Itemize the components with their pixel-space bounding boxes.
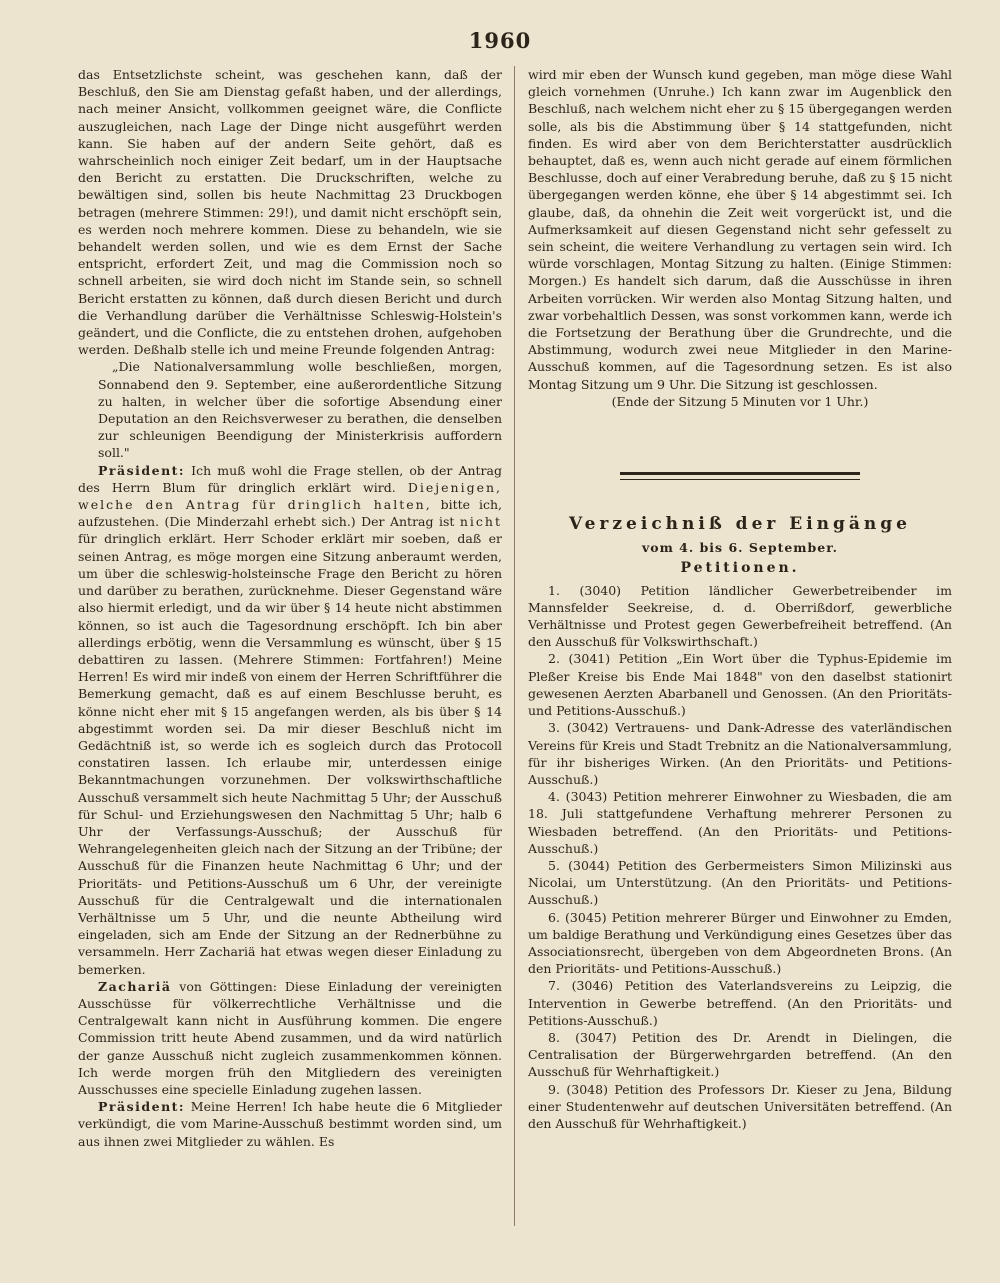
- paragraph: wird mir eben der Wunsch kund gegeben, man möge diese Wahl gleich vornehmen (Unruhe.) Ich kann zwar im Augenblick den Beschluß, nach welchem nicht eher zu § 15 übergegangen werden solle, als bis die Abstimmung über § 14 stattgefunden, nicht finden. Es wird aber von dem Berichterstatter ausdrücklich behauptet, daß es, wenn auch nicht gerade auf einem förmlichen Beschlusse, doch auf einer Verabredung beruhe, daß zu § 15 nicht übergegangen werden könne, ehe über § 14 abgestimmt sei. Ich glaube, daß, da ohnehin die Zeit weit vorgerückt ist, und die Aufmerksamkeit auf diesen Gegenstand nicht sehr gefesselt zu sein scheint, die weitere Verhandlung zu vertagen sein wird. Ich würde vorschlagen, Montag Sitzung zu halten. (Einige Stimmen: Morgen.) Es handelt sich darum, daß die Ausschüsse in ihren Arbeiten vorrücken. Wir werden also Montag Sitzung halten, und zwar vorbehaltlich Dessen, was sonst vorkommen kann, werde ich die Fortsetzung der Berathung über die Grundrechte, und die Abstimmung, wodurch zwei neue Mitglieder in den Marine-Ausschuß kommen, auf die Tagesordnung setzen. Es ist also Montag Sitzung um 9 Uhr. Die Sitzung ist geschlossen.: [528, 67, 952, 392]
- petition-entry: 1. (3040) Petition ländlicher Gewerbetreibender im Mannsfelder Seekreise, d. d. Oberrißdorf, gewerbliche Verhältnisse und Protest gegen Gewerbefreiheit betreffend. (An den Ausschuß für Volkswirthschaft.): [528, 582, 952, 650]
- petition-entry: 5. (3044) Petition des Gerbermeisters Simon Milizinski aus Nicolai, um Unterstützung. (An den Prioritäts- und Petitions-Ausschuß.): [528, 857, 952, 908]
- section-divider: [620, 472, 860, 480]
- paragraph: das Entsetzlichste scheint, was geschehen kann, daß der Beschluß, den Sie am Dienstag gefaßt haben, und der allerdings, nach meiner Ansicht, vollkommen geeignet wäre, die Conflicte auszugleichen, nach Lage der Dinge nicht ausgeführt werden kann. Sie haben auf der andern Seite gehört, daß es wahrscheinlich noch einiger Zeit bedarf, um in der Hauptsache den Bericht zu erstatten. Die Druckschriften, welche zu bewältigen sind, sollen bis heute Nachmittag 23 Druckbogen betragen (mehrere Stimmen: 29!), und damit nicht erschöpft sein, es werden noch mehrere kommen. Diese zu behandeln, wie sie behandelt werden sollen, und wie es dem Ernst der Sache entspricht, erfordert Zeit, und mag die Commission noch so schnell arbeiten, sie wird doch nicht im Stande sein, so schnell Bericht erstatten zu können, daß durch diesen Bericht und durch die Verhandlung darüber die Verhältnisse Schleswig-Holstein's geändert, und die Conflicte, die zu entstehen drohen, aufgehoben werden. Deßhalb stelle ich und meine Freunde folgenden Antrag:: [78, 67, 502, 358]
- paragraph: Zachariä von Göttingen: Diese Einladung der vereinigten Ausschüsse für völkerrechtliche Verhältnisse und die Centralgewalt kann nicht in Ausführung kommen. Die engere Commission tritt heute Abend zusammen, und da wird natürlich der ganze Ausschuß nicht zugleich zusammenkommen können. Ich werde morgen früh den Mitgliedern des vereinigten Ausschusses eine specielle Einladung zugehen lassen.: [78, 978, 502, 1097]
- right-column: [528, 66, 952, 1266]
- column-divider: [514, 66, 515, 1226]
- petition-entry: 3. (3042) Vertrauens- und Dank-Adresse des vaterländischen Vereins für Kreis und Stadt Trebnitz an die Nationalversammlung, für ihr bisheriges Wirken. (An den Prioritäts- und Petitions-Ausschuß.): [528, 720, 952, 787]
- speaker-name: Zachariä: [98, 978, 172, 994]
- page-number: 1960: [468, 28, 532, 53]
- speaker-name: Präsident:: [98, 1099, 186, 1115]
- petition-entry: 8. (3047) Petition des Dr. Arendt in Dielingen, die Centralisation der Bürgerwehrgarden betreffend. (An den Ausschuß für Wehrhaftigkeit.): [528, 1029, 952, 1080]
- petitions-heading: Petitionen.: [680, 560, 800, 577]
- section-subheading: vom 4. bis 6. September.: [641, 540, 838, 556]
- petition-entry: 9. (3048) Petition des Professors Dr. Kieser zu Jena, Bildung einer Studentenwehr auf deutschen Universitäten betreffend. (An den Ausschuß für Wehrhaftigkeit.): [528, 1081, 952, 1131]
- section-heading: Verzeichniß der Eingänge: [568, 514, 911, 535]
- speaker-name: Präsident:: [98, 462, 186, 478]
- petition-entry: 2. (3041) Petition „Ein Wort über die Typhus-Epidemie im Pleßer Kreise bis Ende Mai 1848" von den daselbst stationirt gewesenen Aerzten Abarbanell und Genossen. (An den Prioritäts- und Petitions-Ausschuß.): [528, 651, 952, 719]
- petition-entry: 7. (3046) Petition des Vaterlandsvereins zu Leipzig, die Intervention in Gewerbe betreffend. (An den Prioritäts- und Petitions-Ausschuß.): [528, 978, 952, 1028]
- paragraph: Präsident: Meine Herren! Ich habe heute die 6 Mitglieder verkündigt, die vom Marine-Ausschuß bestimmt worden sind, um aus ihnen zwei Mitglieder zu wählen. Es: [78, 1099, 502, 1149]
- session-end-note: (Ende der Sitzung 5 Minuten vor 1 Uhr.): [611, 393, 869, 409]
- motion-quote: „Die Nationalversammlung wolle beschließen, morgen, Sonnabend den 9. September, eine außerordentliche Sitzung zu halten, in welcher über die sofortige Absendung einer Deputation an den Reichsverweser zu berathen, die denselben zur schleunigen Beendigung der Ministerkrisis auffordern soll.": [98, 359, 502, 461]
- left-column: [78, 66, 502, 1266]
- petition-entry: 4. (3043) Petition mehrerer Einwohner zu Wiesbaden, die am 18. Juli stattgefundene Verhaftung mehrerer Personen zu Wiesbaden betreffend. (An den Prioritäts- und Petitions-Ausschuß.): [528, 789, 952, 856]
- petition-entry: 6. (3045) Petition mehrerer Bürger und Einwohner zu Emden, um baldige Berathung und Verkündigung eines Gesetzes über das Associationsrecht, übergeben von dem Abgeordneten Brons. (An den Prioritäts- und Petitions-Ausschuß.): [528, 909, 952, 977]
- paragraph: Präsident: Ich muß wohl die Frage stellen, ob der Antrag des Herrn Blum für dringlich erklärt wird. Diejenigen, welche den Antrag für dringlich halten, bitte ich, aufzustehen. (Die Minderzahl erhebt sich.) Der Antrag ist nicht für dringlich erklärt. Herr Schoder erklärt mir soeben, daß er seinen Antrag, es möge morgen eine Sitzung anberaumt werden, um über die schleswig-holsteinsche Frage den Bericht zu hören und darüber zu berathen, zurücknehme. Dieser Gegenstand wäre also hiermit erledigt, und da wir über § 14 heute nicht abstimmen können, so ist auch die Tagesordnung erschöpft. Ich bin aber allerdings erbötig, wenn die Versammlung es wünscht, über § 15 debattiren zu lassen. (Mehrere Stimmen: Fortfahren!) Meine Herren! Es wird mir indeß von einem der Herren Schriftführer die Bemerkung gemacht, daß es auf einem Beschlusse beruht, es könne nicht eher mit § 15 angefangen werden, als bis über § 14 abgestimmt worden sei. Da mir dieser Beschluß nicht im Gedächtniß ist, so werde ich es sogleich durch das Protocoll constatiren lassen. Ich erlaube mir, unterdessen einige Bekanntmachungen vorzunehmen. Der volkswirthschaftliche Ausschuß versammelt sich heute Nachmittag 5 Uhr; der Ausschuß für Schul- und Erziehungswesen den Nachmittag 5 Uhr; halb 6 Uhr der Verfassungs-Ausschuß; der Ausschuß für Wehrangelegenheiten gleich nach der Sitzung an der Tribüne; der Ausschuß für die Finanzen heute Nachmittag 6 Uhr; und der Prioritäts- und Petitions-Ausschuß um 6 Uhr, der vereinigte Ausschuß für die Centralgewalt und die internationalen Verhältnisse um 5 Uhr, und die neunte Abtheilung wird eingeladen, sich am Ende der Sitzung an der Rednerbühne zu versammeln. Herr Zachariä hat etwas wegen dieser Einladung zu bemerken.: [78, 462, 502, 977]
